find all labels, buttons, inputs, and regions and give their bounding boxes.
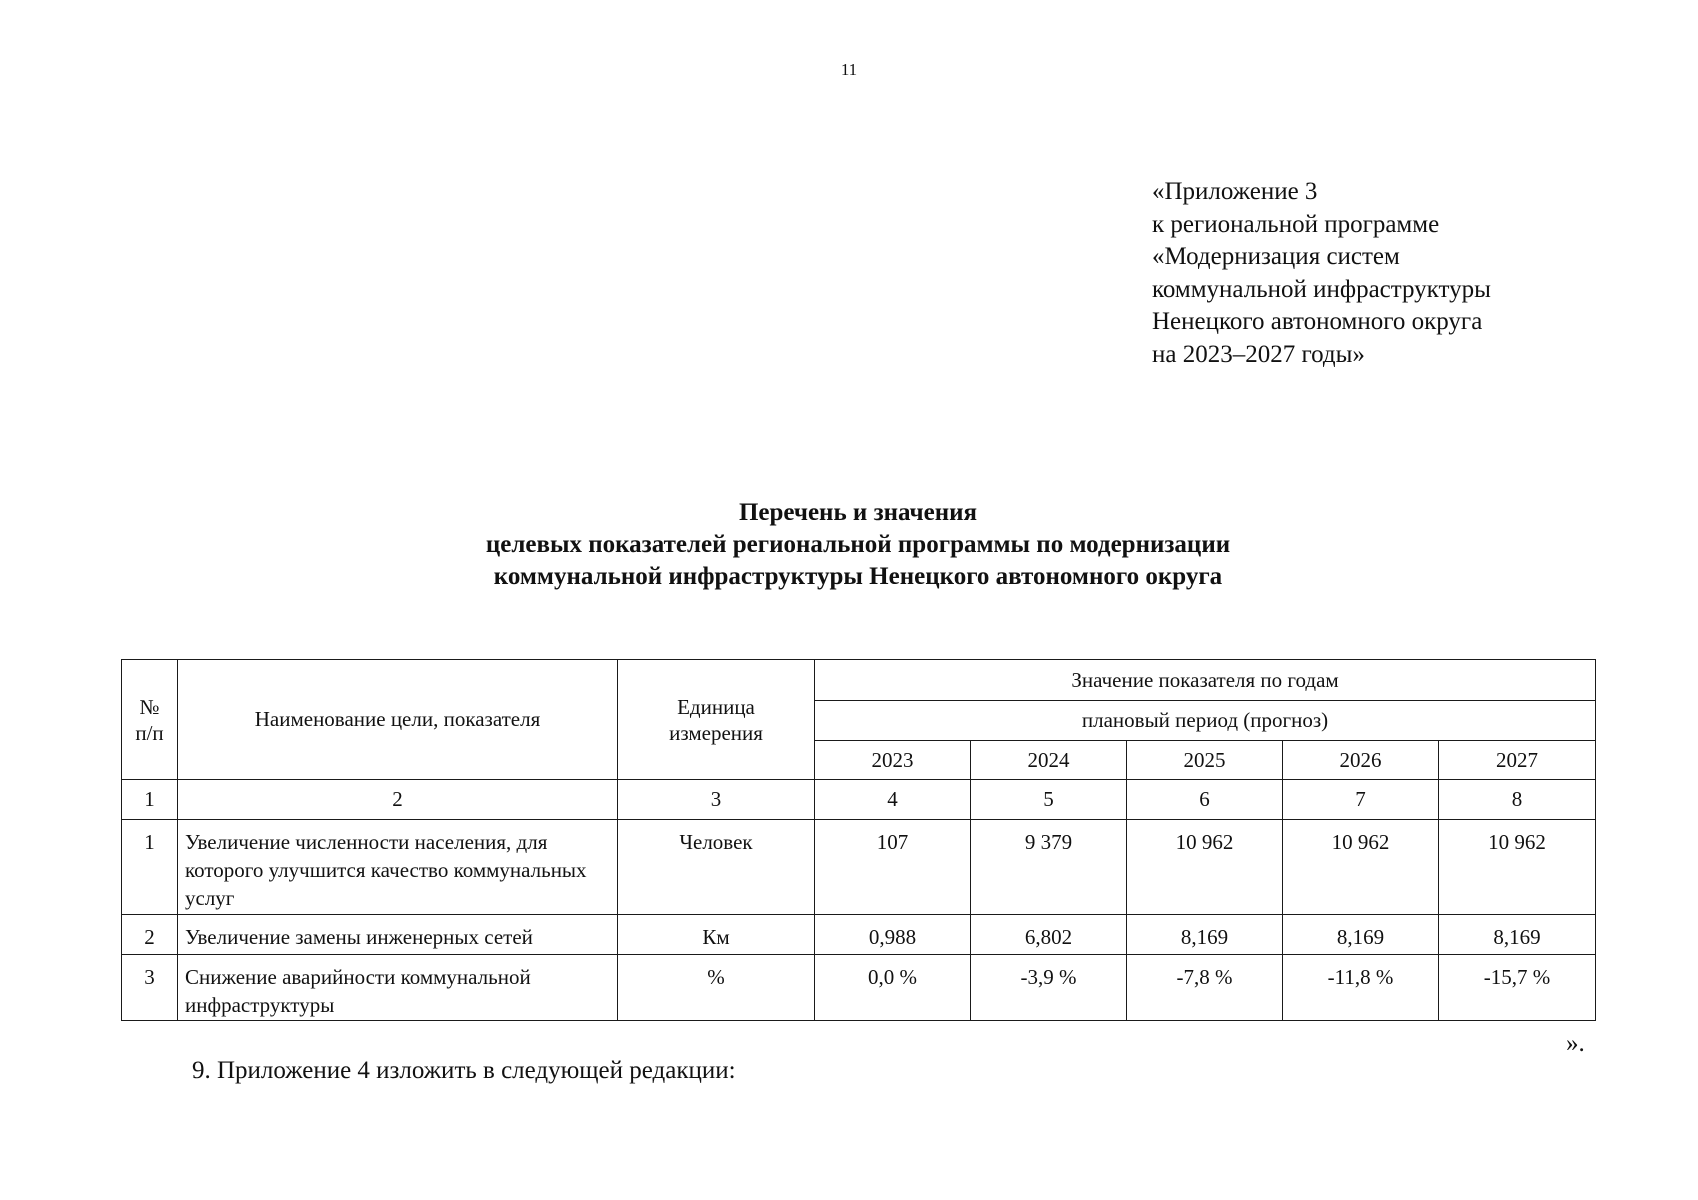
header-year: 2026 (1283, 741, 1439, 780)
appendix-line: Ненецкого автономного округа (1152, 308, 1483, 335)
column-numbers-row (122, 780, 1596, 820)
title-line: Перечень и значения (738, 499, 978, 526)
column-number: 4 (815, 780, 971, 820)
appendix-line: «Модернизация систем (1152, 243, 1400, 270)
header-number-line: № (139, 694, 160, 719)
value-2026: 8,169 (1283, 915, 1439, 955)
header-number (122, 660, 178, 780)
column-number: 5 (971, 780, 1127, 820)
page-number: 11 (840, 60, 858, 79)
value-2024: -3,9 % (971, 955, 1127, 1021)
column-number: 7 (1283, 780, 1439, 820)
value-2025: 10 962 (1127, 820, 1283, 915)
value-2027: 8,169 (1439, 915, 1596, 955)
value-2023: 107 (815, 820, 971, 915)
header-indicator-name: Наименование цели, показателя (178, 660, 618, 780)
row-number: 2 (122, 915, 178, 955)
title-line: целевых показателей региональной программы по модернизации (485, 531, 1231, 558)
indicators-table (121, 659, 1596, 1021)
header-unit-line: Единица (677, 694, 755, 719)
indicator-name: Увеличение численности населения, для которого улучшится качество коммунальных услуг (178, 820, 618, 915)
header-number-line: п/п (135, 720, 164, 745)
row-number: 1 (122, 820, 178, 915)
table-row (122, 915, 1596, 955)
value-2024: 9 379 (971, 820, 1127, 915)
table-row (122, 820, 1596, 915)
table-row (122, 955, 1596, 1021)
column-number: 2 (178, 780, 618, 820)
column-number: 8 (1439, 780, 1596, 820)
header-year: 2027 (1439, 741, 1596, 780)
indicator-unit: % (618, 955, 815, 1021)
header-unit (618, 660, 815, 780)
column-number: 1 (122, 780, 178, 820)
header-values-by-year: Значение показателя по годам (815, 660, 1596, 701)
row-number: 3 (122, 955, 178, 1021)
value-2025: -7,8 % (1127, 955, 1283, 1021)
indicator-unit: Км (618, 915, 815, 955)
indicator-name: Увеличение замены инженерных сетей (178, 915, 618, 955)
value-2026: 10 962 (1283, 820, 1439, 915)
instruction-paragraph: 9. Приложение 4 изложить в следующей редакции: (192, 1057, 736, 1084)
header-year: 2024 (971, 741, 1127, 780)
indicator-name: Снижение аварийности коммунальной инфраструктуры (178, 955, 618, 1021)
appendix-line: коммунальной инфраструктуры (1152, 275, 1491, 303)
value-2027: -15,7 % (1439, 955, 1596, 1021)
value-2024: 6,802 (971, 915, 1127, 955)
appendix-line: на 2023–2027 годы» (1152, 340, 1365, 368)
header-year: 2023 (815, 741, 971, 780)
header-year: 2025 (1127, 741, 1283, 780)
header-unit-line: измерения (669, 720, 763, 745)
title-line: коммунальной инфраструктуры Ненецкого автономного округа (493, 563, 1223, 590)
appendix-line: «Приложение 3 (1152, 178, 1318, 205)
column-number: 3 (618, 780, 815, 820)
appendix-reference (1152, 176, 1491, 371)
value-2027: 10 962 (1439, 820, 1596, 915)
column-number: 6 (1127, 780, 1283, 820)
appendix-line: к региональной программе (1152, 210, 1440, 238)
value-2023: 0,988 (815, 915, 971, 955)
document-title (0, 497, 1698, 593)
value-2026: -11,8 % (1283, 955, 1439, 1021)
closing-quote: ». (1566, 1030, 1585, 1057)
header-planned-period: плановый период (прогноз) (815, 701, 1596, 741)
indicator-unit: Человек (618, 820, 815, 915)
value-2023: 0,0 % (815, 955, 971, 1021)
value-2025: 8,169 (1127, 915, 1283, 955)
